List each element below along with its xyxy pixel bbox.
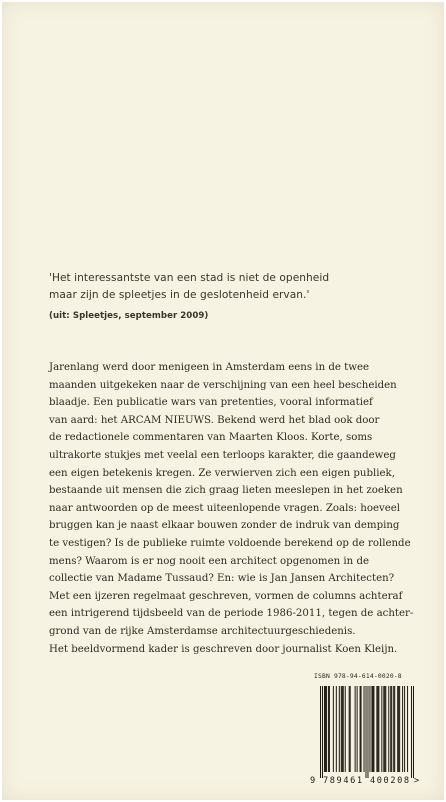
barcode-bar	[345, 686, 346, 772]
barcode-bar	[341, 686, 342, 772]
barcode-bar	[390, 686, 391, 772]
barcode-bar	[329, 686, 330, 772]
barcode-bar	[360, 686, 361, 772]
blurb-line: Het beeldvormend kader is geschreven door journalist Koen Kleijn.	[49, 643, 398, 655]
barcode-bar	[404, 686, 405, 772]
barcode-bar	[357, 686, 358, 772]
barcode-bar	[322, 686, 323, 778]
barcode-bar	[328, 686, 329, 772]
barcode-bar	[376, 686, 377, 772]
barcode-bar	[372, 686, 373, 772]
barcode-bar	[393, 686, 394, 772]
blurb-line: naar antwoorden op de meest uiteenlopende vragen. Zoals: hoeveel	[49, 502, 401, 514]
blurb-line: te vestigen? Is de publieke ruimte voldoende berekend op de rollende	[49, 537, 411, 549]
epigraph-quote	[49, 270, 429, 325]
barcode-bar	[320, 686, 321, 778]
barcode-bar	[394, 686, 395, 772]
back-cover	[2, 2, 444, 800]
blurb-line: grond van de rijke Amsterdamse architectuurgeschiedenis.	[49, 625, 356, 637]
blurb-text	[49, 359, 439, 658]
barcode-bar	[397, 686, 398, 772]
barcode-bar	[378, 686, 379, 772]
blurb-line: mens? Waarom is er nog nooit een architect opgenomen in de	[49, 555, 370, 567]
barcode-bar	[391, 686, 392, 772]
barcode-bar	[413, 686, 414, 778]
blurb-line: Met een ijzeren regelmaat geschreven, vormen de columns achteraf	[49, 590, 403, 602]
barcode-bar	[324, 686, 325, 772]
barcode-bar	[343, 686, 344, 772]
blurb-line: ultrakorte stukjes met veelal een terloops karakter, die gaandeweg	[49, 449, 396, 461]
quote-source: (uit: Spleetjes, september 2009)	[49, 311, 209, 321]
barcode-bar	[336, 686, 337, 772]
quote-line: maar zijn de spleetjes in de geslotenheid ervan.'	[49, 289, 310, 301]
blurb-line: de redactionele commentaren van Maarten Kloos. Korte, soms	[49, 432, 373, 444]
barcode-bar	[364, 686, 365, 772]
barcode-bar	[366, 686, 367, 778]
barcode-bar	[411, 686, 412, 778]
blurb-line: van aard: het ARCAM NIEUWS. Bekend werd het blad ook door	[49, 414, 380, 426]
ean-first-digit: 9	[310, 776, 316, 786]
quote-line: 'Het interessantste van een stad is niet de openheid	[49, 272, 330, 284]
barcode-bar	[369, 686, 370, 772]
isbn-barcode	[310, 673, 420, 791]
barcode-bar	[326, 686, 327, 772]
quiet-zone-mark: >	[414, 776, 420, 786]
barcode-bars	[320, 686, 414, 778]
barcode-bar	[407, 686, 408, 772]
barcode-bar	[377, 686, 378, 772]
barcode-bar	[342, 686, 343, 772]
barcode-bar	[325, 686, 326, 772]
barcode-bar	[388, 686, 389, 772]
barcode-bar	[402, 686, 403, 772]
blurb-line: bestaande uit mensen die zich graag lieten meeslepen in het zoeken	[49, 485, 403, 497]
blurb-line: blaadje. Een publicatie wars van pretenties, vooral informatief	[49, 397, 373, 409]
barcode-bar	[381, 686, 382, 772]
barcode-bar	[373, 686, 374, 772]
barcode-bar	[355, 686, 356, 772]
barcode-bar	[371, 686, 372, 772]
blurb-line: een intrigerend tijdsbeeld van de periode 1986-2011, tegen de achter-	[49, 608, 414, 620]
blurb-line: Jarenlang werd door menigeen in Amsterdam eens in de twee	[49, 362, 370, 373]
barcode-bar	[350, 686, 351, 772]
barcode-bar	[339, 686, 340, 772]
barcode-bar	[385, 686, 386, 772]
blurb-line: maanden uitgekeken naar de verschijning van een heel bescheiden	[49, 379, 397, 391]
barcode-bar	[349, 686, 350, 772]
blurb-line: een eigen betekenis kregen. Ze verwierven zich een eigen publiek,	[49, 467, 395, 479]
barcode-bar	[383, 686, 384, 772]
barcode-bar	[367, 686, 368, 778]
barcode-bar	[398, 686, 399, 772]
barcode-bar	[399, 686, 400, 772]
isbn-label: ISBN 978-94-614-0020-8	[314, 673, 402, 680]
blurb-line: bruggen kan je naast elkaar bouwen zonder de indruk van demping	[49, 520, 400, 532]
barcode-bar	[333, 686, 334, 772]
barcode-bar	[361, 686, 362, 772]
blurb-line: collectie van Madame Tussaud? En: wie is Jan Jansen Architecten?	[49, 573, 395, 585]
ean-right-group: 400208	[370, 776, 411, 786]
barcode-bar	[384, 686, 385, 772]
ean-left-group: 789461	[323, 776, 364, 786]
